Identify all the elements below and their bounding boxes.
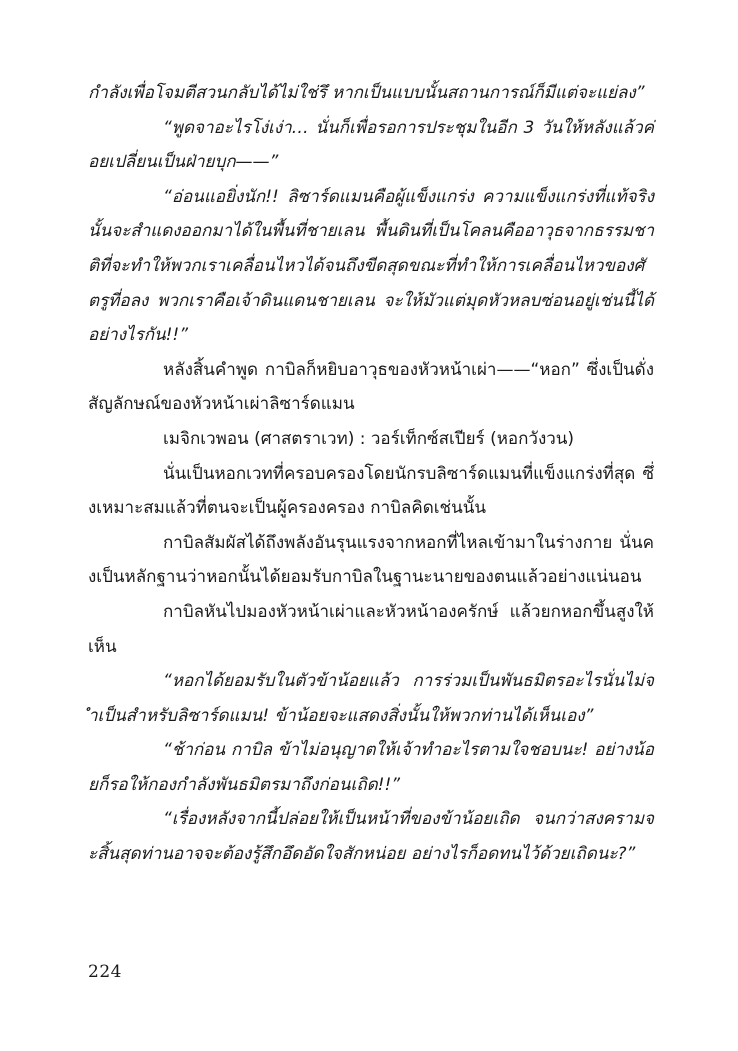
paragraph-10: “ช้าก่อน กาบิล ข้าไม่อนุญาตให้เจ้าทำอะไรตามใจชอบนะ! อย่างน้อยก็รอให้กองกำลังพันธมิตรมาถึงก่อนเถิด!!” [88,740,654,795]
paragraph-5: เมจิกเวพอน (ศาสตราเวท) : วอร์เท็กซ์สเปียร์ (หอกวังวน) [163,428,575,449]
paragraph-8: กาบิลหันไปมองหัวหน้าเผ่าและหัวหน้าองครักษ์ แล้วยกหอกขึ้นสูงให้เห็น [88,601,654,657]
paragraph-11: “เรื่องหลังจากนี้ปล่อยให้เป็นหน้าที่ของข้าน้อยเถิด จนกว่าสงครามจะสิ้นสุดท่านอาจจะต้องรู้สึกอึดอัดใจสักหน่อย อย่างไรก็อดทนไว้ด้วยเถิดนะ?” [88,809,654,865]
paragraph-6: นั่นเป็นหอกเวทที่ครอบครองโดยนักรบลิซาร์ดแมนที่แข็งแกร่งที่สุด ซึ่งเหมาะสมแล้วที่ตนจะเป็นผู้ครองครอง กาบิลคิดเช่นนั้น [88,463,654,519]
page-number: 224 [88,962,122,982]
paragraph-4: หลังสิ้นคำพูด กาบิลก็หยิบอาวุธของหัวหน้าเผ่า——“หอก” ซึ่งเป็นดั่งสัญลักษณ์ของหัวหน้าเผ่าลิซาร์ดแมน [88,359,654,415]
paragraph-1: กำลังเพื่อโจมตีสวนกลับได้ไม่ใช่รึ หากเป็นแบบนั้นสถานการณ์ก็มีแต่จะแย่ลง” [88,83,645,103]
paragraph-3: “อ่อนแอยิ่งนัก!! ลิซาร์ดแมนคือผู้แข็งแกร่ง ความแข็งแกร่งที่แท้จริงนั้นจะสำแดงออกมาได้ในพื้นที่ชายเลน พื้นดินที่เป็นโคลนคืออาวุธจากธรรมชาติที่จะทำให้พวกเราเคลื่อนไหวได้จนถึงขีดสุดขณะที่ทำให้การเคลื่อนไหวของศัตรูที่อลง พวกเราคือเจ้าดินแดนชายเลน จะให้มัวแต่มุดหัวหลบซ่อนอยู่เช่นนี้ได้อย่างไรกัน!!” [88,186,654,346]
paragraph-7: กาบิลสัมผัสได้ถึงพลังอันรุนแรงจากหอกที่ไหลเข้ามาในร่างกาย นั่นคงเป็นหลักฐานว่าหอกนั้นได้ยอมรับกาบิลในฐานะนายของตนแล้วอย่างแน่นอน [88,532,654,588]
page-body [88,76,654,872]
paragraph-9: “หอกได้ยอมรับในตัวข้าน้อยแล้ว การร่วมเป็นพันธมิตรอะไรนั่นไม่จำเป็นสำหรับลิซาร์ดแมน! ข้าน้อยจะแสดงสิ่งนั้นให้พวกท่านได้เห็นเอง” [88,671,654,726]
paragraph-2: “พูดจาอะไรโง่เง่า… นั่นก็เพื่อรอการประชุมในอีก 3 วันให้หลังแล้วค่อยเปลี่ยนเป็นฝ่ายบุก——” [88,117,654,173]
